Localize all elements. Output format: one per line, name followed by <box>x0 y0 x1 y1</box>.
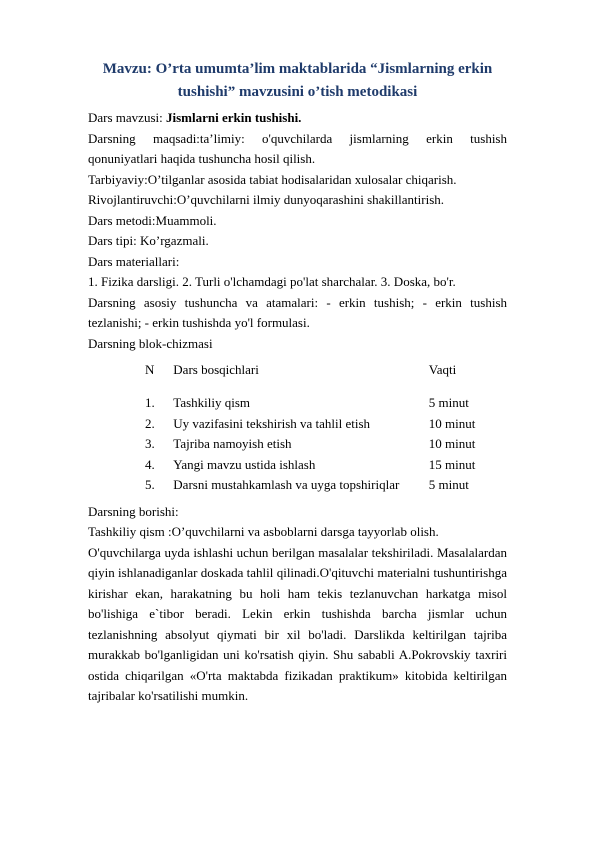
lesson-block-label: Darsning blok-chizmasi <box>88 335 213 351</box>
row-number: 2. <box>145 415 155 431</box>
lesson-type: Dars tipi: Ko’rgazmali. <box>88 233 209 248</box>
header-time: Vaqti <box>428 362 457 377</box>
row-number: 4. <box>145 456 155 472</box>
row-number: 5. <box>145 477 155 492</box>
course-label: Darsning borishi: <box>88 503 179 519</box>
lesson-developmental-goal: Rivojlantiruvchi:O’quvchilarni ilmiy dunyoqarashini shakillantirish. <box>88 192 445 207</box>
row-time: 10 minut <box>428 436 476 451</box>
lesson-materials-label: Dars materiallari: <box>88 253 180 269</box>
lesson-topic <box>88 108 507 129</box>
course-paragraph: O'quvchilarga uyda ishlashi uchun berilgan masalalar tekshiriladi. Masalalardan qiyin ishlanadiganlar doskada tahlil qilinadi.O'qituvchi materialni tushuntirishga kirishar ekan, harakatning bu holi ham tekis tezlanuvchan harkatga misol bo'lishiga e`tibor beradi. Lekin erkin tushishda barcha jismlar uchun tezlanishning absolyut qiymati bir xil bo'ladi. Darslikda keltirilgan tajriba murakkab bo'lganligidan uni ko'rsatish qiyin. Shu sababli A.Pokrovskiy taxriri ostida chiqarilgan «O'rta maktabda fizikadan praktikum» kitobida keltirilgan tajribalar ko'rsatilishi mumkin. <box>88 544 507 703</box>
row-time: 5 minut <box>428 477 469 492</box>
row-stage: Tashkiliy qism <box>173 395 251 410</box>
document-title <box>90 58 505 104</box>
lesson-topic-label: Dars mavzusi: <box>88 110 166 125</box>
row-time: 15 minut <box>428 456 476 472</box>
lesson-plan-table <box>145 360 507 496</box>
title-line-2: tushishi” mavzusini o’tish metodikasi <box>177 84 418 100</box>
lesson-educational-goal: Tarbiyaviy:O’tilganlar asosida tabiat hodisalaridan xulosalar chiqarish. <box>88 171 457 187</box>
lesson-concepts: Darsning asosiy tushuncha va atamalari: - erkin tushish; - erkin tushish tezlanishi; - erkin tushishda yo'l formulasi. <box>88 294 507 330</box>
header-stage: Dars bosqichlari <box>173 362 259 377</box>
header-number: N <box>145 362 155 377</box>
table-header-row <box>145 360 507 393</box>
table-row <box>145 455 507 476</box>
lesson-goal: Darsning maqsadi:ta’limiy: o'quvchilarda jismlarning erkin tushish qonuniyatlari haqida tushuncha hosil qilish. <box>88 130 507 166</box>
table-row <box>145 475 507 496</box>
row-stage: Darsni mustahkamlash va uyga topshiriqlar <box>173 477 400 492</box>
title-line-1: Mavzu: O’rta umumta’lim maktablarida “Jismlarning erkin <box>102 61 493 77</box>
row-time: 5 minut <box>428 395 469 410</box>
lesson-materials: 1. Fizika darsligi. 2. Turli o'lchamdagi po'lat sharchalar. 3. Doska, bo'r. <box>88 274 456 289</box>
row-stage: Uy vazifasini tekshirish va tahlil etish <box>173 415 371 431</box>
row-number: 1. <box>145 395 155 410</box>
row-stage: Tajriba namoyish etish <box>173 436 292 451</box>
row-stage: Yangi mavzu ustida ishlash <box>173 456 316 472</box>
lesson-topic-value: Jismlarni erkin tushishi. <box>165 110 302 125</box>
row-time: 10 minut <box>428 415 476 431</box>
lesson-method: Dars metodi:Muammoli. <box>88 212 217 228</box>
document-body <box>88 108 507 707</box>
course-organizational: Tashkiliy qism :O’quvchilarni va asboblarni darsga tayyorlab olish. <box>88 524 439 539</box>
table-row <box>145 434 507 455</box>
table-row <box>145 414 507 435</box>
row-number: 3. <box>145 436 155 451</box>
table-row <box>145 393 507 414</box>
